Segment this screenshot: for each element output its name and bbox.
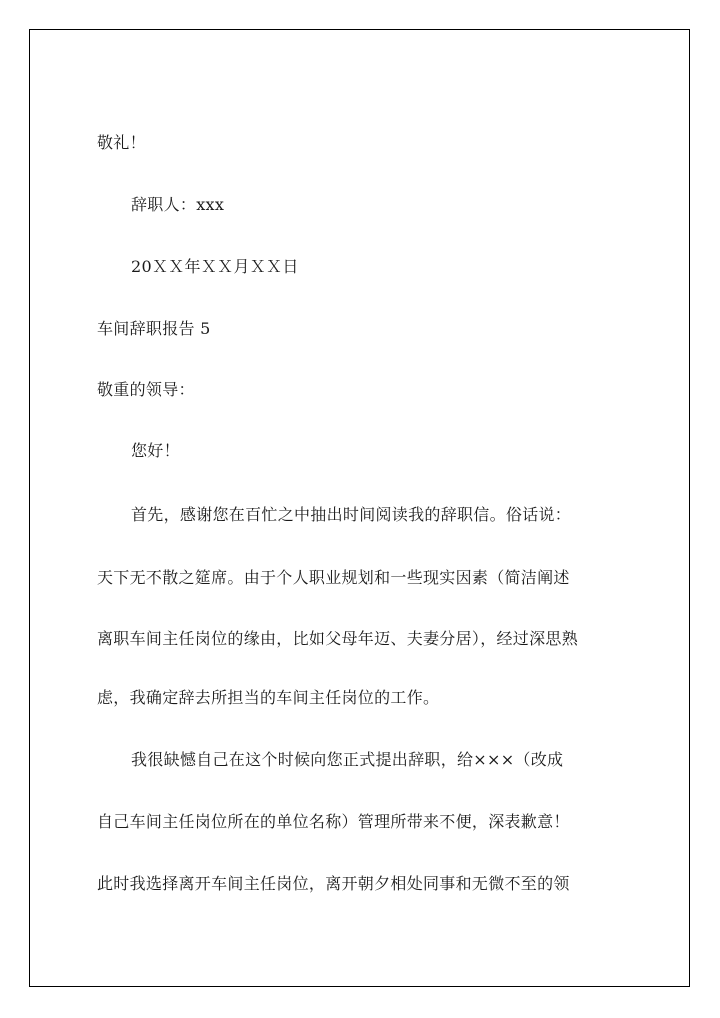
greeting-line: 您好！ [131, 441, 180, 460]
body-paragraph-line: 天下无不散之筵席。由于个人职业规划和一些现实因素（简洁阐述 [97, 568, 570, 587]
greeting-recipient: 敬重的领导： [97, 380, 195, 399]
body-paragraph-line: 首先，感谢您在百忙之中抽出时间阅读我的辞职信。俗话说： [131, 505, 572, 524]
signer-line: 辞职人：xxx [131, 195, 225, 214]
date-line: 20ＸＸ年ＸＸ月ＸＸ日 [131, 257, 299, 276]
body-paragraph-line: 自己车间主任岗位所在的单位名称）管理所带来不便，深表歉意！ [97, 812, 570, 831]
body-paragraph-line: 此时我选择离开车间主任岗位，离开朝夕相处同事和无微不至的领 [97, 874, 570, 893]
closing-salutation: 敬礼！ [97, 133, 146, 152]
section-title: 车间辞职报告 5 [97, 319, 211, 338]
body-paragraph-line: 我很缺憾自己在这个时候向您正式提出辞职，给×××（改成 [131, 750, 564, 769]
body-paragraph-line: 虑，我确定辞去所担当的车间主任岗位的工作。 [97, 688, 440, 707]
body-paragraph-line: 离职车间主任岗位的缘由，比如父母年迈、夫妻分居），经过深思熟 [97, 629, 579, 648]
